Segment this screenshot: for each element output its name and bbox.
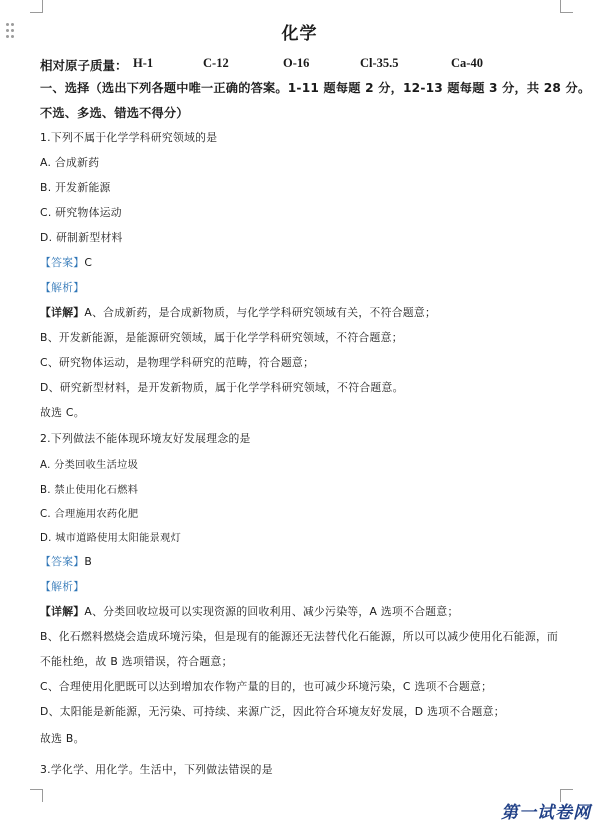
detail-text: A、分类回收垃圾可以实现资源的回收利用、减少污染等，A 选项不合题意； xyxy=(84,605,459,618)
detail-line xyxy=(40,604,459,619)
option: A. 合成新药 xyxy=(40,156,100,169)
option: B. 开发新能源 xyxy=(40,181,111,194)
question-stem: 3.学化学、用化学。生活中，下列做法错误的是 xyxy=(40,763,273,776)
option: D. 城市道路使用太阳能景观灯 xyxy=(40,533,182,544)
analysis-tag: 【解析】 xyxy=(40,281,85,294)
detail-text: C、合理使用化肥既可以达到增加农作物产量的目的，也可减少环境污染，C 选项不合题意； xyxy=(40,680,493,693)
conclusion: 故选 B。 xyxy=(40,732,85,745)
detail-tag: 【详解】 xyxy=(40,306,85,319)
page-corner-mark xyxy=(30,0,43,13)
section-heading: 不选、多选、错选不得分） xyxy=(40,106,189,120)
option: C. 研究物体运动 xyxy=(40,206,122,219)
detail-text: A、合成新药，是合成新物质，与化学学科研究领域有关，不符合题意； xyxy=(84,306,437,319)
watermark-logo: 第一试卷网 xyxy=(501,803,591,823)
atomic-masses xyxy=(40,56,580,72)
detail-text: 不能杜绝，故 B 选项错误，符合题意； xyxy=(40,655,233,668)
answer-line xyxy=(40,255,92,270)
atomic-mass-item: H-1 xyxy=(133,56,154,70)
detail-text: D、研究新型材料，是开发新物质，属于化学学科研究领域，不符合题意。 xyxy=(40,381,404,394)
detail-text: B、开发新能源，是能源研究领域，属于化学学科研究领域，不符合题意； xyxy=(40,331,403,344)
detail-text: C、研究物体运动，是物理学科研究的范畴，符合题意； xyxy=(40,356,315,369)
analysis-line xyxy=(40,280,84,295)
page-corner-mark xyxy=(30,789,43,802)
answer-tag: 【答案】 xyxy=(40,555,85,568)
page-title: 化学 xyxy=(281,24,318,44)
detail-text: B、化石燃料燃烧会造成环境污染，但是现有的能源还无法替代化石能源，所以可以减少使用化石能源，而 xyxy=(40,630,559,643)
answer-tag: 【答案】 xyxy=(40,256,85,269)
option: A. 分类回收生活垃圾 xyxy=(40,460,139,471)
question-stem: 1.下列不属于化学学科研究领域的是 xyxy=(40,131,218,144)
atomic-mass-item: Cl-35.5 xyxy=(360,56,399,70)
option: D. 研制新型材料 xyxy=(40,231,123,244)
detail-line xyxy=(40,305,436,320)
question-stem: 2.下列做法不能体现环境友好发展理念的是 xyxy=(40,432,251,445)
analysis-tag: 【解析】 xyxy=(40,580,85,593)
page-corner-mark xyxy=(560,0,573,13)
detail-tag: 【详解】 xyxy=(40,605,85,618)
option: C. 合理施用农药化肥 xyxy=(40,509,139,520)
answer-line xyxy=(40,554,92,569)
answer-value: C xyxy=(84,256,93,269)
answer-value: B xyxy=(84,555,93,568)
conclusion: 故选 C。 xyxy=(40,406,85,419)
atomic-mass-item: C-12 xyxy=(203,56,229,70)
option: B. 禁止使用化石燃料 xyxy=(40,485,139,496)
detail-text: D、太阳能是新能源，无污染、可持续、来源广泛，因此符合环境友好发展，D 选项不合题意； xyxy=(40,705,505,718)
atomic-mass-item: O-16 xyxy=(283,56,310,70)
atomic-mass-item: Ca-40 xyxy=(451,56,483,70)
analysis-line xyxy=(40,579,84,594)
section-heading: 一、选择（选出下列各题中唯一正确的答案。1-11 题每题 2 分，12-13 题每题 3 分，共 28 分。 xyxy=(40,81,591,95)
atomic-masses-label: 相对原子质量： xyxy=(40,59,128,73)
